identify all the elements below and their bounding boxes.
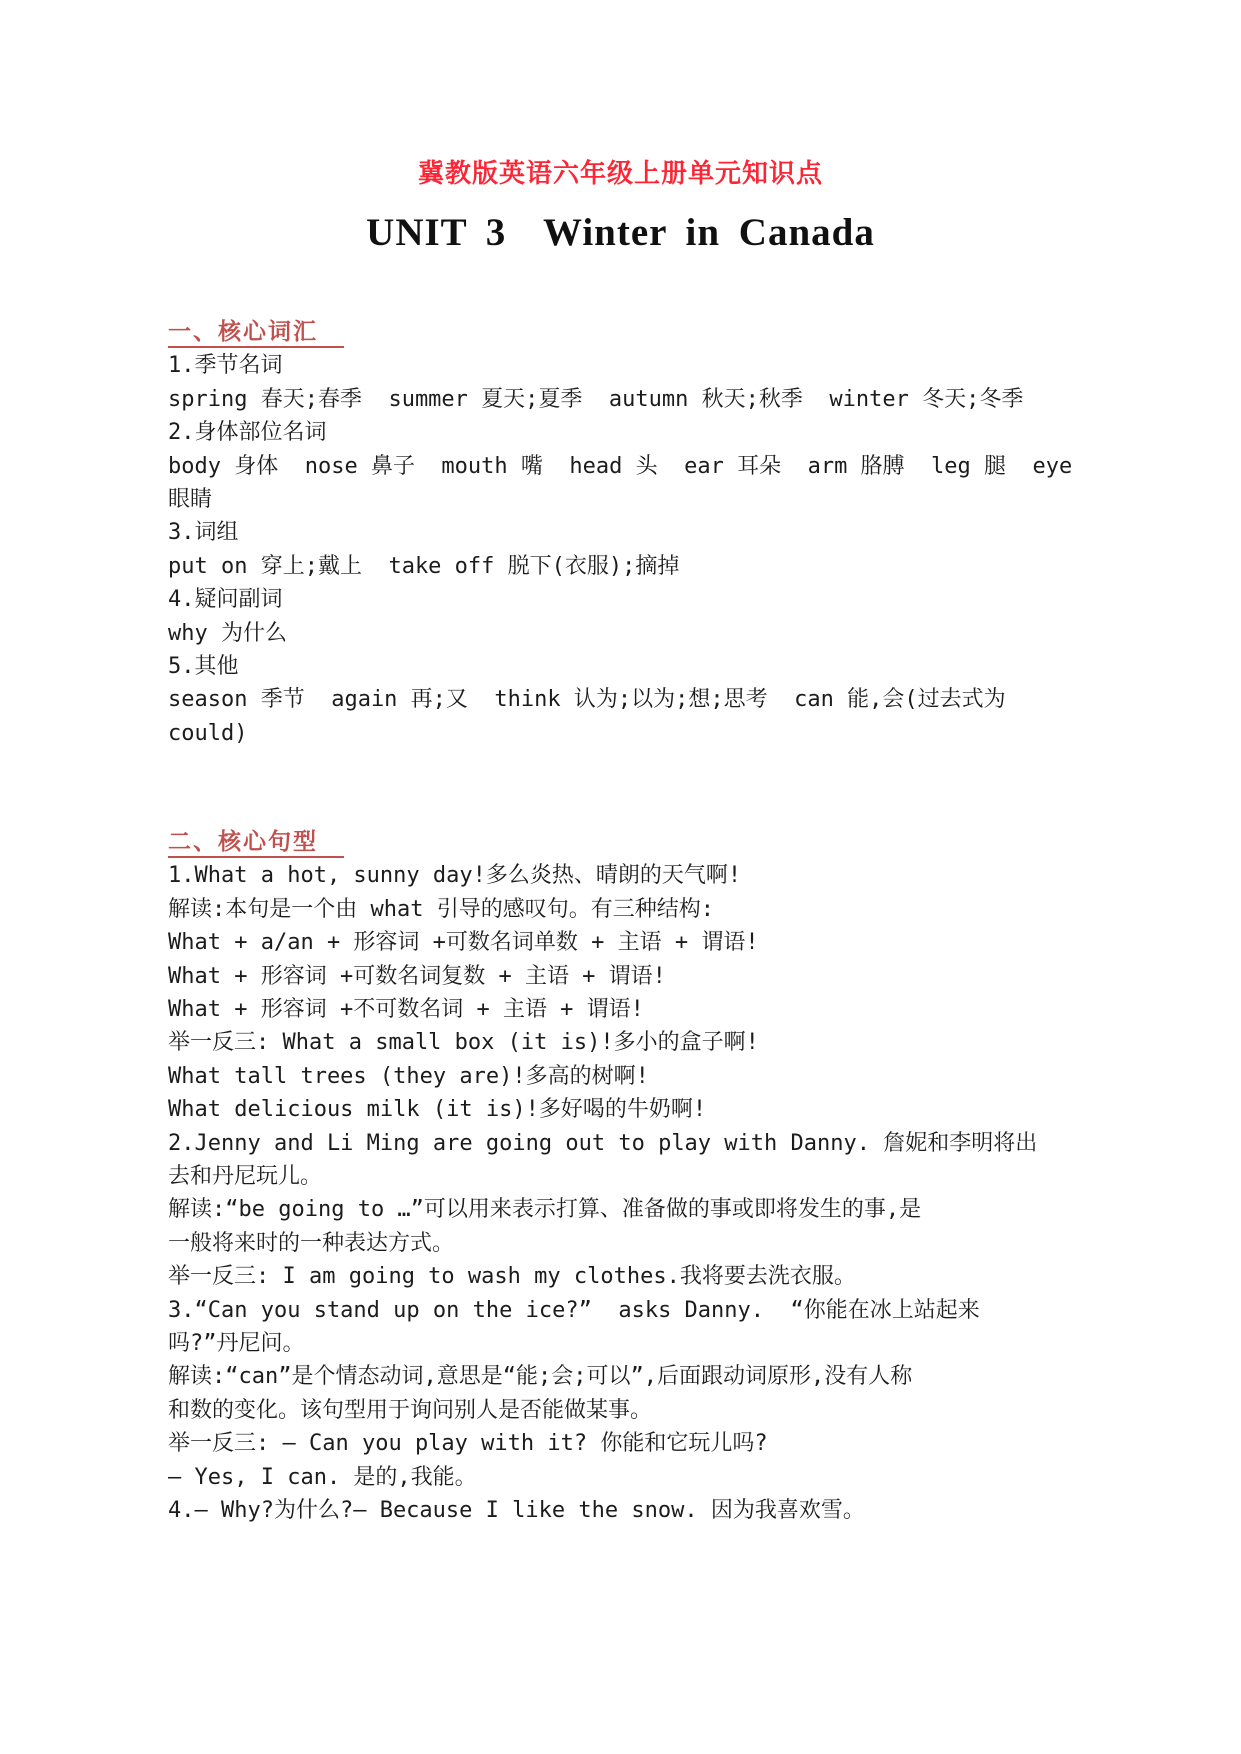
text-line: What tall trees (they are)!多高的树啊! bbox=[168, 1063, 649, 1089]
text-line: 3.词组 bbox=[168, 520, 239, 546]
text-line: What delicious milk (it is)!多好喝的牛奶啊! bbox=[168, 1097, 707, 1123]
text-line: spring 春天;春季 summer 夏天;夏季 autumn 秋天;秋季 winter 冬天;冬季 bbox=[168, 386, 1024, 412]
text-line: 5.其他 bbox=[168, 653, 239, 679]
text-line: 一般将来时的一种表达方式。 bbox=[168, 1230, 455, 1256]
text-line: 眼睛 bbox=[168, 486, 213, 512]
text-line: 解读:本句是一个由 what 引导的感叹句。有三种结构: bbox=[168, 896, 714, 922]
text-line: What + a/an + 形容词 +可数名词单数 + 主语 + 谓语! bbox=[168, 930, 759, 956]
text-line: 举一反三: I am going to wash my clothes.我将要去洗衣服。 bbox=[168, 1264, 856, 1290]
text-line: 解读:“be going to …”可以用来表示打算、准备做的事或即将发生的事,是 bbox=[168, 1197, 922, 1223]
page-title: UNIT 3 Winter in Canada bbox=[366, 211, 875, 254]
text-line: 和数的变化。该句型用于询问别人是否能做某事。 bbox=[168, 1397, 653, 1423]
text-line: 吗?”丹尼问。 bbox=[168, 1330, 305, 1356]
text-line: What + 形容词 +可数名词复数 + 主语 + 谓语! bbox=[168, 963, 666, 989]
text-line: season 季节 again 再;又 think 认为;以为;想;思考 can 能,会(过去式为 bbox=[168, 687, 1006, 713]
text-line: 举一反三: What a small box (it is)!多小的盒子啊! bbox=[168, 1030, 759, 1056]
text-line: 去和丹尼玩儿。 bbox=[168, 1163, 323, 1189]
text-line: why 为什么 bbox=[168, 620, 287, 646]
text-line: 解读:“can”是个情态动词,意思是“能;会;可以”,后面跟动词原形,没有人称 bbox=[168, 1364, 913, 1390]
text-line: 3.“Can you stand up on the ice?” asks Danny. “你能在冰上站起来 bbox=[168, 1297, 980, 1323]
text-line: body 身体 nose 鼻子 mouth 嘴 head 头 ear 耳朵 arm 胳膊 leg 腿 eye bbox=[168, 453, 1073, 479]
doc-header: 冀教版英语六年级上册单元知识点 bbox=[417, 159, 823, 189]
text-line: 2.Jenny and Li Ming are going out to play with Danny. 詹妮和李明将出 bbox=[168, 1130, 1038, 1156]
section-heading-text: 一、核心词汇 bbox=[168, 319, 344, 348]
text-line: could) bbox=[168, 720, 248, 746]
document-body bbox=[168, 316, 1098, 1527]
section-heading-1 bbox=[168, 316, 1098, 349]
text-line: 举一反三: — Can you play with it? 你能和它玩儿吗? bbox=[168, 1431, 768, 1457]
text-line: What + 形容词 +不可数名词 + 主语 + 谓语! bbox=[168, 997, 644, 1023]
text-line: put on 穿上;戴上 take off 脱下(衣服);摘掉 bbox=[168, 553, 680, 579]
text-line: 4.— Why?为什么?— Because I like the snow. 因为我喜欢雪。 bbox=[168, 1497, 865, 1523]
text-line: 1.季节名词 bbox=[168, 353, 283, 379]
section-heading-text: 二、核心句型 bbox=[168, 829, 344, 858]
text-line: 4.疑问副词 bbox=[168, 587, 283, 613]
section-heading-2 bbox=[168, 826, 1098, 859]
text-line: 1.What a hot, sunny day!多么炎热、晴朗的天气啊! bbox=[168, 863, 742, 889]
text-line: 2.身体部位名词 bbox=[168, 420, 327, 446]
text-line: — Yes, I can. 是的,我能。 bbox=[168, 1464, 477, 1490]
